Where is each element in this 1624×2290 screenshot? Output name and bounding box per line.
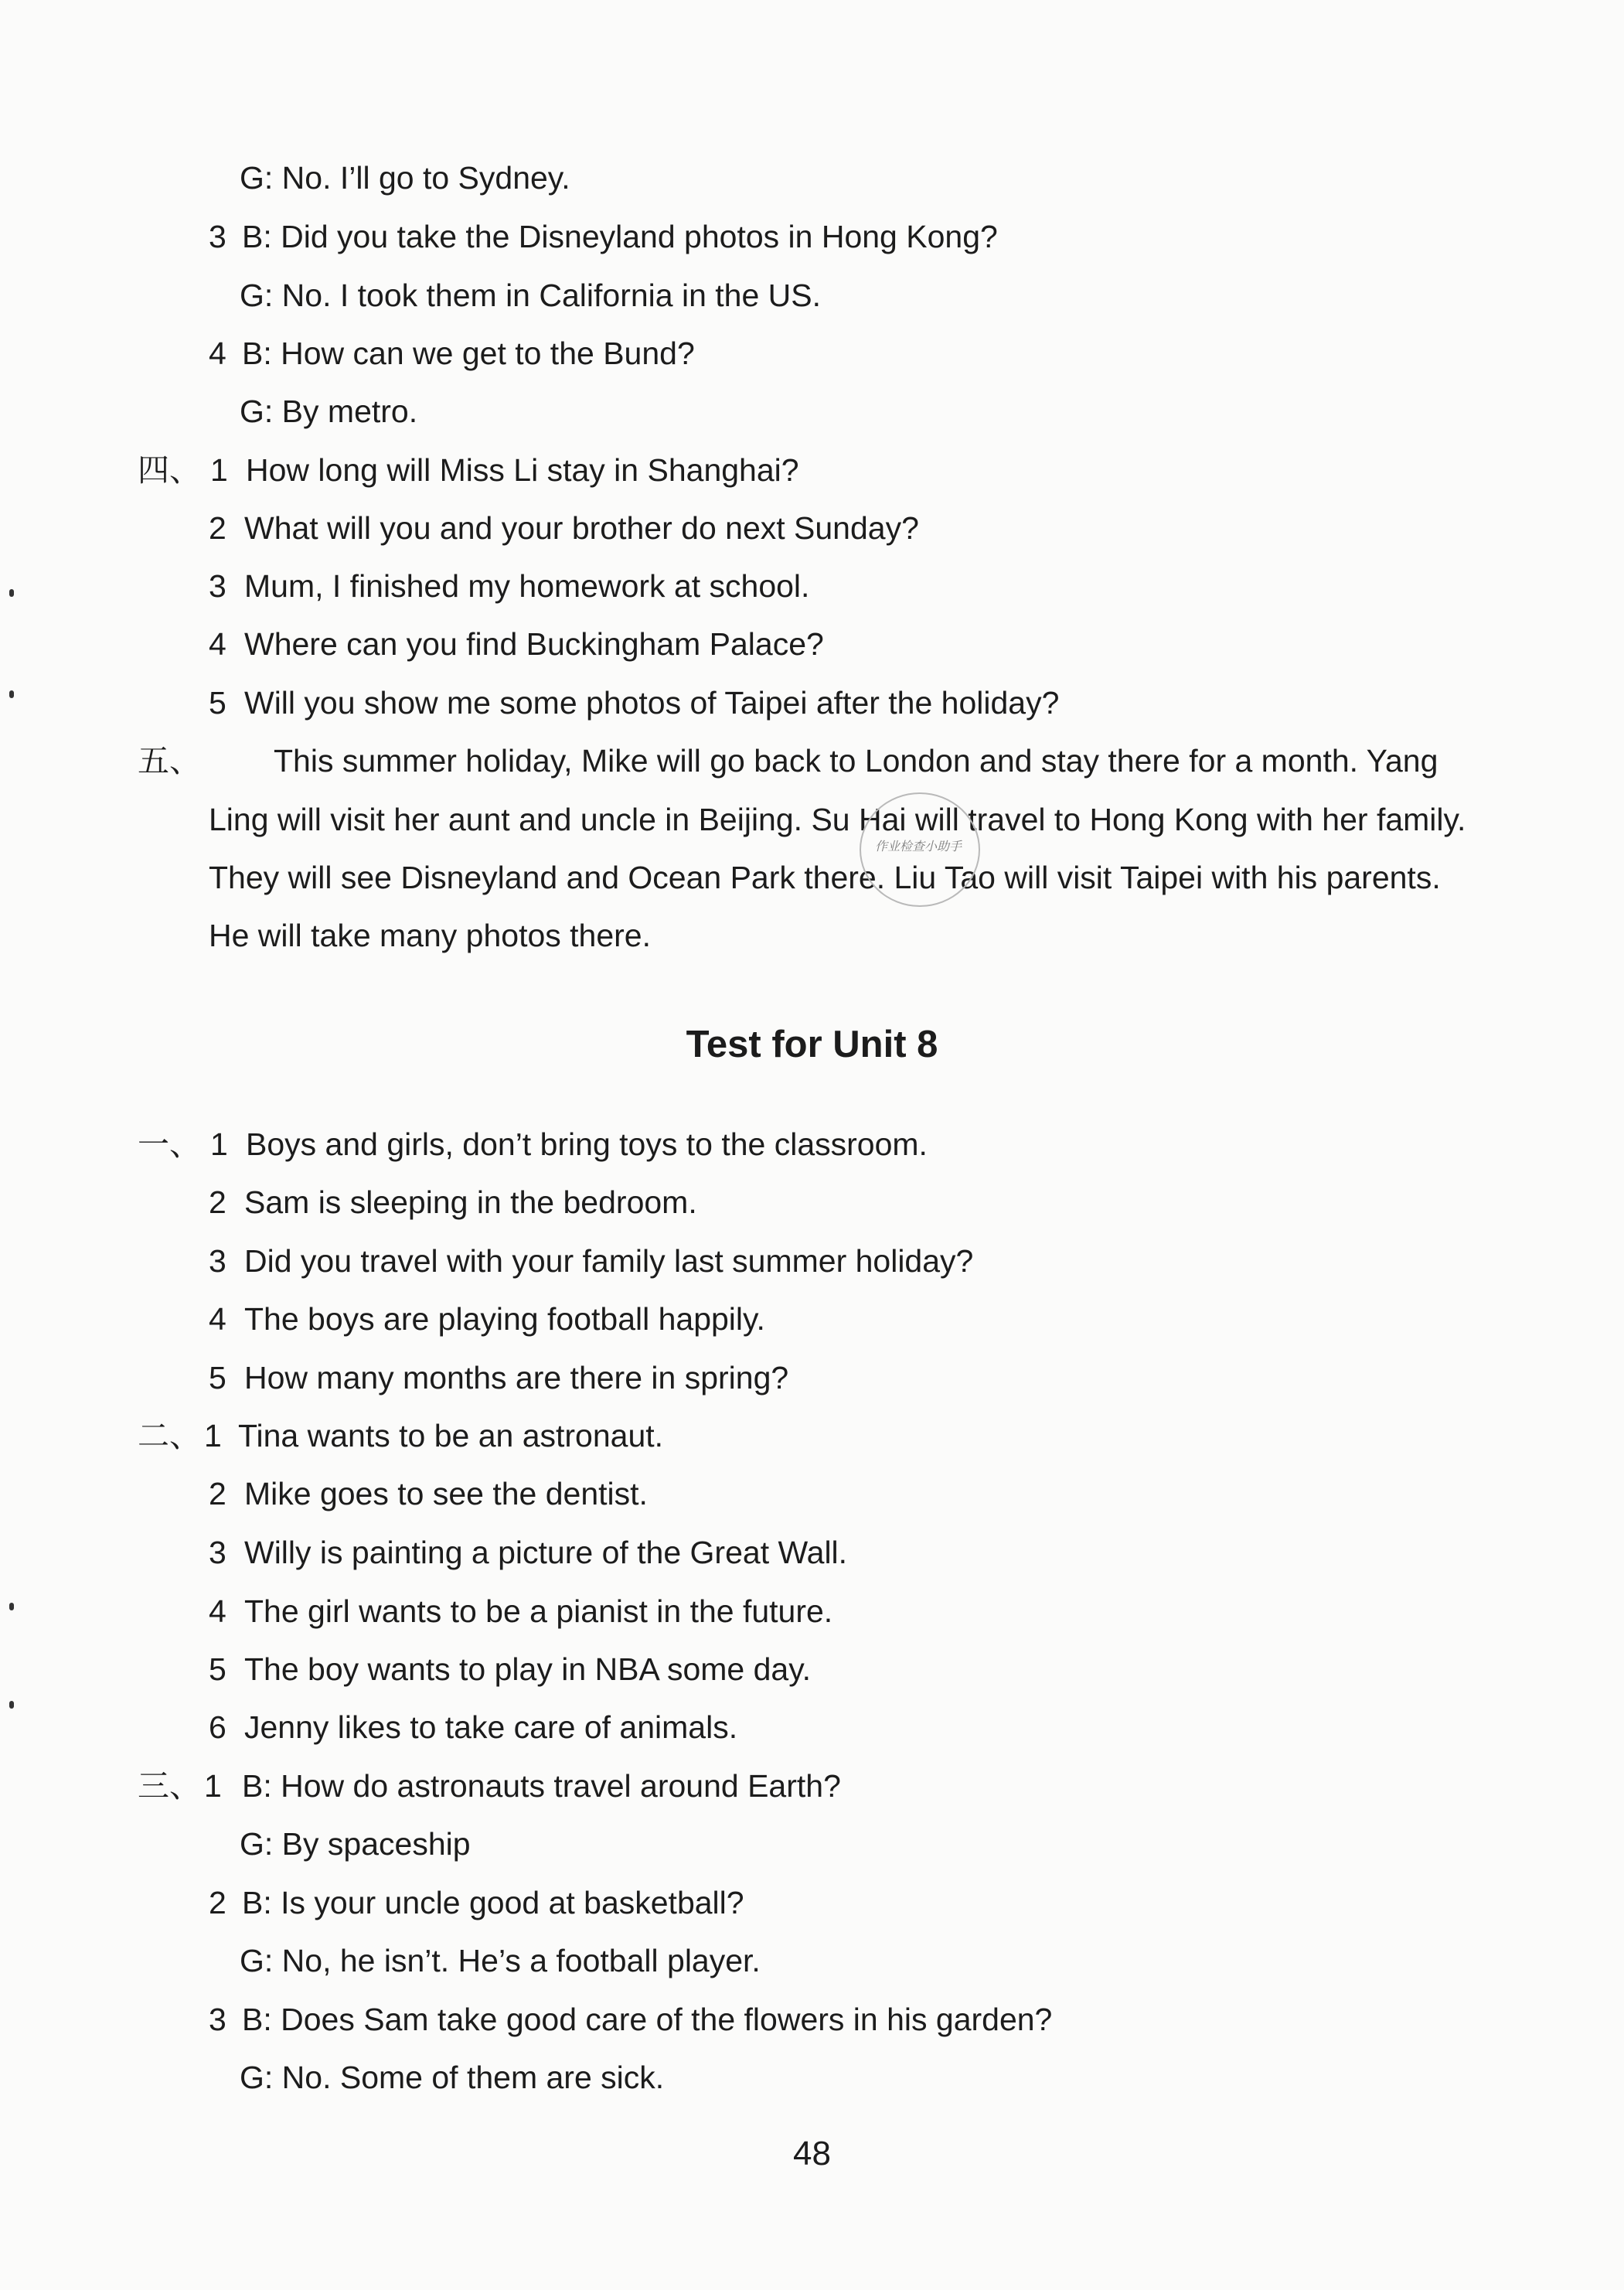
scan-speck bbox=[9, 589, 14, 597]
answer-line: Sam is sleeping in the bedroom. bbox=[244, 1184, 697, 1220]
page-number: 48 bbox=[793, 2135, 831, 2172]
dialogue-line-b: B: Does Sam take good care of the flowers in his garden? bbox=[242, 2002, 1053, 2037]
item-number: 2 bbox=[209, 510, 226, 546]
scan-speck bbox=[9, 690, 14, 698]
paragraph-line: He will take many photos there. bbox=[209, 918, 651, 953]
item-number: 3 bbox=[209, 2002, 226, 2037]
section-label-5: 五、 bbox=[138, 742, 201, 779]
item-number: 1 bbox=[204, 1768, 222, 1804]
item-number: 4 bbox=[209, 1301, 226, 1337]
item-number: 4 bbox=[209, 336, 226, 371]
item-number: 2 bbox=[209, 1184, 226, 1220]
scan-speck bbox=[9, 1701, 14, 1709]
item-number: 3 bbox=[209, 1243, 226, 1279]
item-number: 1 bbox=[210, 452, 228, 488]
dialogue-line-b: B: Did you take the Disneyland photos in Hong Kong? bbox=[242, 219, 998, 254]
paragraph-line: They will see Disneyland and Ocean Park there. Liu Tao will visit Taipei with his parents. bbox=[209, 860, 1441, 895]
dialogue-line-g: G: No. I took them in California in the US. bbox=[240, 278, 821, 313]
item-number: 5 bbox=[209, 1651, 226, 1687]
answer-line: Jenny likes to take care of animals. bbox=[244, 1709, 738, 1745]
answer-line: Where can you find Buckingham Palace? bbox=[244, 626, 824, 662]
item-number: 2 bbox=[209, 1885, 226, 1920]
item-number: 2 bbox=[209, 1476, 226, 1511]
answer-line: Mike goes to see the dentist. bbox=[244, 1476, 648, 1511]
answer-line: Willy is painting a picture of the Great Wall. bbox=[244, 1535, 848, 1570]
paragraph-line: Ling will visit her aunt and uncle in Beijing. Su Hai will travel to Hong Kong with her family. bbox=[209, 802, 1466, 837]
item-number: 4 bbox=[209, 1593, 226, 1629]
answer-line: The boys are playing football happily. bbox=[244, 1301, 765, 1337]
scan-speck bbox=[9, 1603, 14, 1610]
dialogue-line-b: B: How can we get to the Bund? bbox=[242, 336, 695, 371]
dialogue-line-b: B: How do astronauts travel around Earth? bbox=[242, 1768, 841, 1804]
item-number: 1 bbox=[204, 1418, 222, 1453]
section-label-1: 一、 bbox=[138, 1126, 201, 1163]
answer-line: What will you and your brother do next Sunday? bbox=[244, 510, 919, 546]
dialogue-line-g: G: No, he isn’t. He’s a football player. bbox=[240, 1943, 761, 1978]
answer-line: Boys and girls, don’t bring toys to the classroom. bbox=[246, 1126, 928, 1162]
item-number: 6 bbox=[209, 1709, 226, 1745]
section-label-2: 二、 bbox=[138, 1417, 201, 1454]
item-number: 4 bbox=[209, 626, 226, 662]
dialogue-line-g: G: By metro. bbox=[240, 394, 418, 429]
section-label-3: 三、 bbox=[138, 1767, 201, 1804]
dialogue-line-g: G: By spaceship bbox=[240, 1826, 471, 1862]
item-number: 3 bbox=[209, 219, 226, 254]
item-number: 3 bbox=[209, 1535, 226, 1570]
answer-line: How many months are there in spring? bbox=[244, 1360, 789, 1395]
unit-title: Test for Unit 8 bbox=[686, 1024, 938, 1065]
item-number: 5 bbox=[209, 685, 226, 721]
dialogue-line-b: B: Is your uncle good at basketball? bbox=[242, 1885, 744, 1920]
answer-line: The boy wants to play in NBA some day. bbox=[244, 1651, 812, 1687]
answer-line: Will you show me some photos of Taipei after the holiday? bbox=[244, 685, 1060, 721]
watermark-stamp-text: 作业检查小助手 bbox=[875, 839, 962, 854]
item-number: 5 bbox=[209, 1360, 226, 1395]
item-number: 3 bbox=[209, 568, 226, 604]
answer-line: Tina wants to be an astronaut. bbox=[238, 1418, 664, 1453]
paragraph-line: This summer holiday, Mike will go back to London and stay there for a month. Yang bbox=[274, 743, 1438, 779]
section-label-4: 四、 bbox=[138, 452, 201, 489]
answer-line: How long will Miss Li stay in Shanghai? bbox=[246, 452, 799, 488]
dialogue-line-g: G: No. Some of them are sick. bbox=[240, 2060, 665, 2095]
dialogue-line-g: G: No. I’ll go to Sydney. bbox=[240, 160, 570, 196]
item-number: 1 bbox=[210, 1126, 228, 1162]
answer-line: Did you travel with your family last summer holiday? bbox=[244, 1243, 974, 1279]
answer-line: Mum, I finished my homework at school. bbox=[244, 568, 810, 604]
answer-line: The girl wants to be a pianist in the future. bbox=[244, 1593, 833, 1629]
